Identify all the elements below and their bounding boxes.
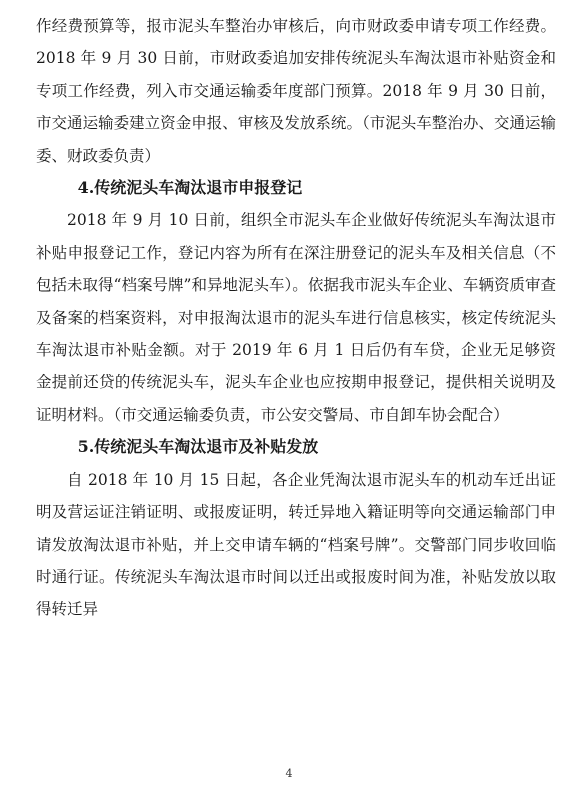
section-heading-registration: 4.传统泥头车淘汰退市申报登记 (77, 178, 303, 198)
section-heading-subsidy: 5.传统泥头车淘汰退市及补贴发放 (77, 437, 319, 457)
paragraph-funding: 作经费预算等，报市泥头车整治办审核后，向市财政委申请专项工作经费。2018 年 9 月 30 日前，市财政委追加安排传统泥头车淘汰退市补贴资金和专项工作经费，列入市交通运输委年度部门预算。2018 年 9 月 30 日前，市交通运输委建立资金申报、审核及发放系统。（市泥头车整治办、交通运输委、财政委负责） (36, 17, 556, 165)
paragraph-subsidy: 自 2018 年 10 月 15 日起，各企业凭淘汰退市泥头车的机动车迁出证明及营运证注销证明、或报废证明，转迁异地入籍证明等向交通运输部门申请发放淘汰退市补贴，并上交申请车辆的“档案号牌”。交警部门同步收回临时通行证。传统泥头车淘汰退市时间以迁出或报废时间为准，补贴发放以取得转迁异 (36, 470, 556, 619)
document-page (36, 10, 556, 626)
paragraph-registration: 2018 年 9 月 10 日前，组织全市泥头车企业做好传统泥头车淘汰退市补贴申报登记工作，登记内容为所有在深注册登记的泥头车及相关信息（不包括未取得“档案号牌”和异地泥头车）。依据我市泥头车企业、车辆资质审查及备案的档案资料，对申报淘汰退市的泥头车进行信息核实，核定传统泥头车淘汰退市补贴金额。对于 2019 年 6 月 1 日后仍有车贷，企业无足够资金提前还贷的传统泥头车，泥头车企业也应按期申报登记，提供相关说明及证明材料。（市交通运输委负责，市公安交警局、市自卸车协会配合） (36, 211, 556, 424)
page-number: 4 (285, 767, 293, 780)
